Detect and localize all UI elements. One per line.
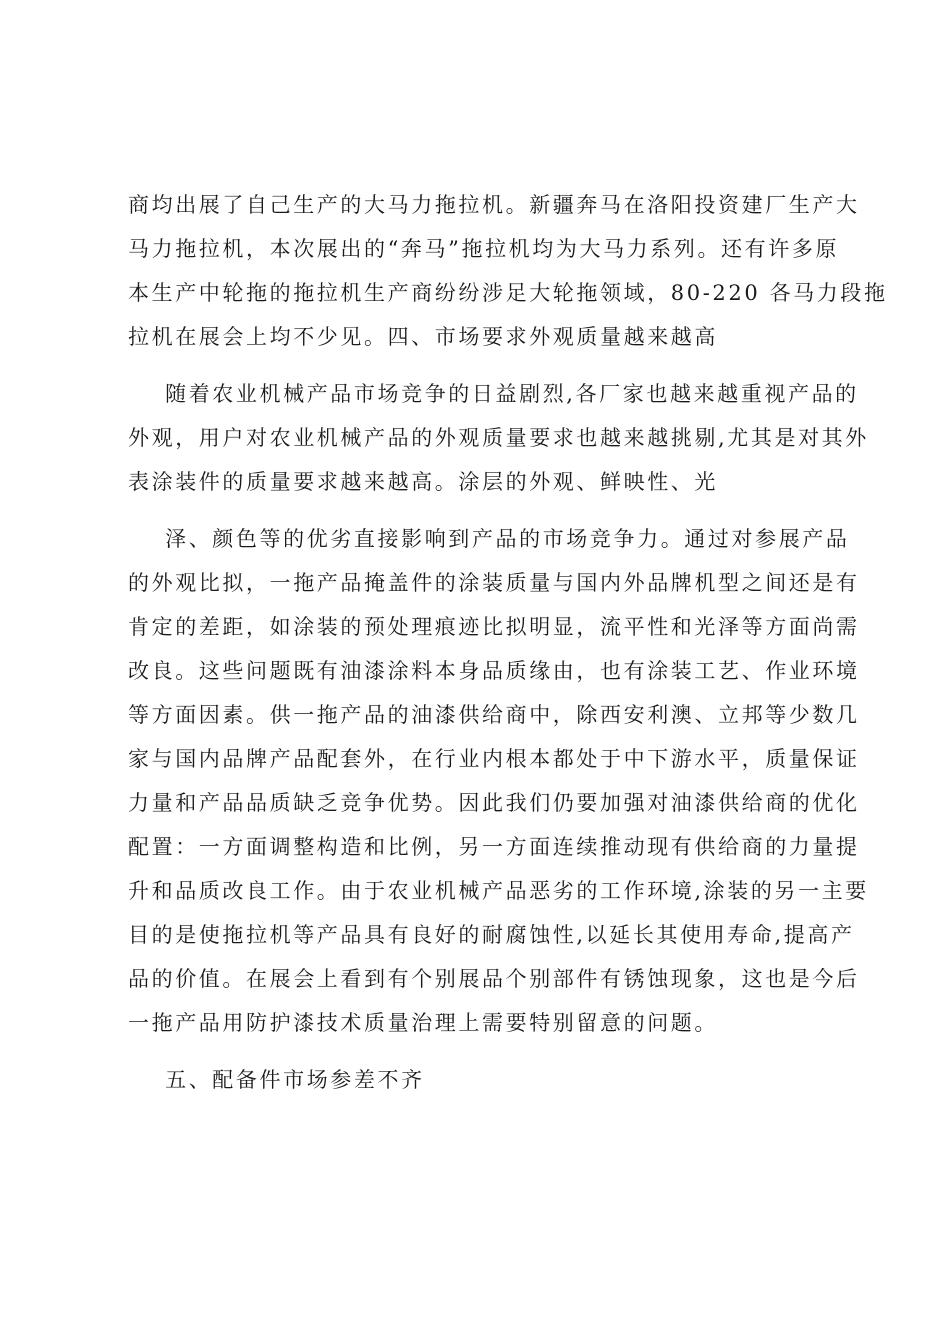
text-line: 马力拖拉机，本次展出的“奔马”拖拉机均为大马力系列。还有许多原 [128,237,840,261]
body-text [128,183,888,1102]
paragraph-gap [128,1045,828,1058]
text-line: 配置：一方面调整构造和比例，另一方面连续推动现有供给商的力量提 [128,835,860,859]
text-line: 升和品质改良工作。由于农业机械产品恶劣的工作环境,涂装的另一主要 [128,879,869,903]
paragraph-gap [128,504,828,517]
text-line: 肯定的差距，如涂装的预处理痕迹比拟明显，流平性和光泽等方面尚需 [128,615,860,639]
text-line: 改良。这些问题既有油漆涂料本身品质缘由，也有涂装工艺、作业环境 [128,659,860,683]
paragraph-2 [128,372,869,504]
paragraph-1 [128,183,888,359]
text-line: 商均出展了自己生产的大马力拖拉机。新疆奔马在洛阳投资建厂生产大 [128,193,860,217]
text-line: 泽、颜色等的优劣直接影响到产品的市场竞争力。通过对参展产品 [128,527,850,551]
text-line: 外观，用户对农业机械产品的外观质量要求也越来越挑剔,尤其是对其外 [128,426,869,450]
text-line: 一拖产品用防护漆技术质量治理上需要特别留意的问题。 [128,1011,718,1035]
paragraph-gap [128,359,828,372]
text-line: 家与国内品牌产品配套外，在行业内根本都处于中下游水平，质量保证 [128,747,860,771]
text-line: 力量和产品品质缺乏竞争优势。因此我们仍要加强对油漆供给商的优化 [128,791,860,815]
paragraph-3 [128,517,869,1045]
text-line: 随着农业机械产品市场竞争的日益剧烈,各厂家也越来越重视产品的 [128,382,859,406]
section-heading: 五、配备件市场参差不齐 [128,1068,425,1092]
text-line: 表涂装件的质量要求越来越高。涂层的外观、鲜映性、光 [128,470,718,494]
text-line: 本生产中轮拖的拖拉机生产商纷纷涉足大轮拖领域，80-220 各马力段拖 [128,281,888,305]
text-line: 品的价值。在展会上看到有个别展品个别部件有锈蚀现象，这也是今后 [128,967,860,991]
paragraph-4-heading [128,1058,828,1102]
text-line: 等方面因素。供一拖产品的油漆供给商中，除西安利澳、立邦等少数几 [128,703,860,727]
text-line: 目的是使拖拉机等产品具有良好的耐腐蚀性,以延长其使用寿命,提高产 [128,923,855,947]
text-line: 的外观比拟，一拖产品掩盖件的涂装质量与国内外品牌机型之间还是有 [128,571,860,595]
text-line: 拉机在展会上均不少见。四、市场要求外观质量越来越高 [128,325,718,349]
